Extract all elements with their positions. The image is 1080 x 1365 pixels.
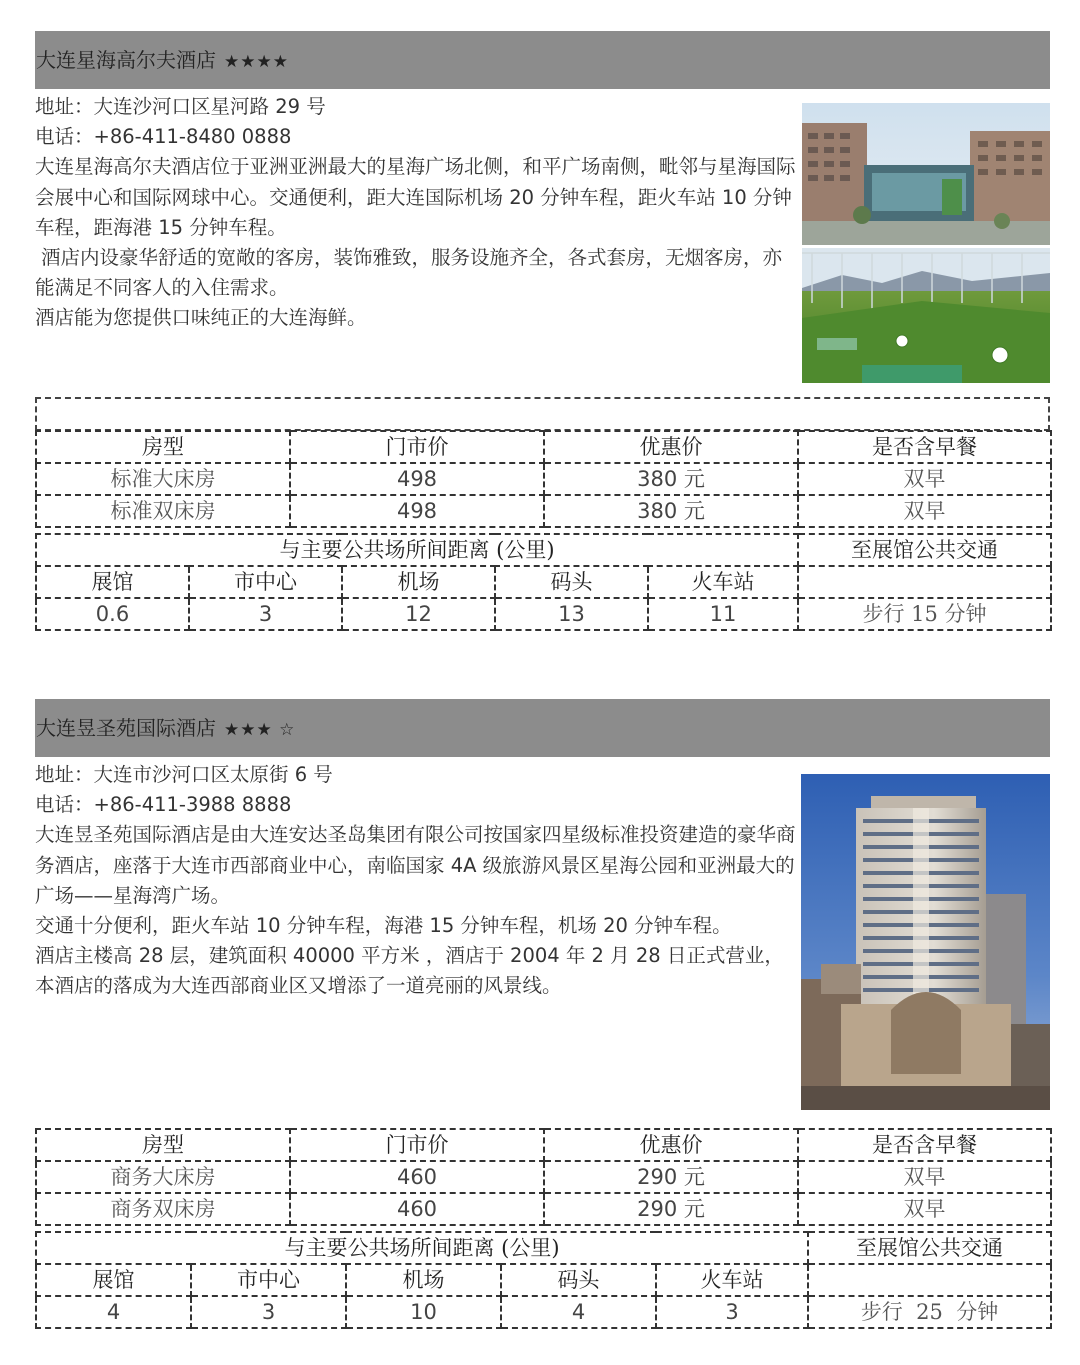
room-type: 标准双床房 [36, 495, 290, 527]
distance-title: 与主要公共场所间距离 (公里) [36, 1232, 808, 1264]
room-type: 商务大床房 [36, 1161, 290, 1193]
hotel-2-rooms-table [35, 1128, 1052, 1226]
hotel-1-desc-3: 酒店能为您提供口味纯正的大连海鲜。 [35, 306, 367, 330]
hotel-2-phone: 电话：+86-411-3988 8888 [35, 793, 292, 817]
col-room-type: 房型 [36, 1129, 290, 1161]
table-row [36, 495, 1051, 527]
distance-title: 与主要公共场所间距离 (公里) [36, 534, 798, 566]
empty-cell [808, 1264, 1051, 1296]
dist-pier: 4 [501, 1296, 656, 1328]
discount-price: 290 元 [544, 1193, 798, 1225]
col-train-station: 火车站 [656, 1264, 808, 1296]
empty-cell [798, 566, 1051, 598]
col-rack-price: 门市价 [290, 1129, 544, 1161]
transport-title: 至展馆公共交通 [798, 534, 1051, 566]
dist-airport: 12 [342, 598, 495, 630]
table-row [36, 1296, 1051, 1328]
col-pier: 码头 [501, 1264, 656, 1296]
breakfast: 双早 [798, 495, 1051, 527]
hotel-1-photo [802, 103, 1050, 383]
breakfast: 双早 [798, 1193, 1051, 1225]
hotel-2-address: 地址：大连市沙河口区太原街 6 号 [35, 763, 333, 786]
table-row [36, 1193, 1051, 1225]
distance-header-row [36, 1264, 1051, 1296]
hotel-2-info [35, 760, 800, 1002]
transport-title: 至展馆公共交通 [808, 1232, 1051, 1264]
col-discount-price: 优惠价 [544, 1129, 798, 1161]
hotel-1-desc-2: 酒店内设豪华舒适的宽敞的客房，装饰雅致，服务设施齐全，各式套房，无烟客房，亦能满足不同客人的入住需求。 [35, 246, 783, 300]
col-room-type: 房型 [36, 431, 290, 463]
distance-header-row [36, 566, 1051, 598]
breakfast: 双早 [798, 1161, 1051, 1193]
col-breakfast: 是否含早餐 [798, 1129, 1051, 1161]
transport-value: 步行 15 分钟 [798, 598, 1051, 630]
distance-title-row [36, 534, 1051, 566]
hotel-1-address: 地址：大连沙河口区星河路 29 号 [35, 95, 326, 118]
table-header-row [36, 431, 1051, 463]
col-airport: 机场 [346, 1264, 501, 1296]
hotel-2-photo [801, 774, 1050, 1110]
hotel-1-header [35, 31, 1050, 89]
hotel-2-desc-2: 交通十分便利，距火车站 10 分钟车程，海港 15 分钟车程，机场 20 分钟车程。 [35, 914, 732, 938]
col-city-center: 市中心 [191, 1264, 346, 1296]
hotel-2-name: 大连昱圣苑国际酒店 [36, 716, 216, 740]
hotel-1-phone: 电话：+86-411-8480 0888 [35, 125, 292, 149]
col-city-center: 市中心 [189, 566, 342, 598]
breakfast: 双早 [798, 463, 1051, 495]
rack-price: 460 [290, 1161, 544, 1193]
hotel-1-rooms-table [35, 430, 1052, 528]
rack-price: 460 [290, 1193, 544, 1225]
table-header-row [36, 1129, 1051, 1161]
dist-exhibition: 0.6 [36, 598, 189, 630]
hotel-1-photo-image [802, 103, 1050, 383]
hotel-2-photo-image [801, 774, 1050, 1110]
hotel-1-stars: ★★★★ [224, 52, 289, 72]
dist-pier: 13 [495, 598, 648, 630]
discount-price: 380 元 [544, 495, 798, 527]
hotel-1-table-caption-box [35, 397, 1050, 431]
col-train-station: 火车站 [648, 566, 798, 598]
hotel-1-name: 大连星海高尔夫酒店 [36, 48, 216, 72]
dist-exhibition: 4 [36, 1296, 191, 1328]
col-rack-price: 门市价 [290, 431, 544, 463]
col-exhibition: 展馆 [36, 1264, 191, 1296]
table-row [36, 463, 1051, 495]
rack-price: 498 [290, 463, 544, 495]
hotel-1-distance-table [35, 533, 1052, 631]
dist-city-center: 3 [191, 1296, 346, 1328]
rack-price: 498 [290, 495, 544, 527]
hotel-2-stars: ★★★ ☆ [224, 720, 296, 740]
col-breakfast: 是否含早餐 [798, 431, 1051, 463]
dist-train-station: 11 [648, 598, 798, 630]
col-airport: 机场 [342, 566, 495, 598]
discount-price: 380 元 [544, 463, 798, 495]
distance-title-row [36, 1232, 1051, 1264]
room-type: 商务双床房 [36, 1193, 290, 1225]
hotel-2-desc-1: 大连昱圣苑国际酒店是由大连安达圣岛集团有限公司按国家四星级标准投资建造的豪华商 务酒店，座落于大连市西部商业中心，南临国家 4A 级旅游风景区星海公园和亚洲最大的广场——星海湾广场。 [35, 823, 796, 907]
col-pier: 码头 [495, 566, 648, 598]
hotel-2-header [35, 699, 1050, 757]
hotel-2-distance-table [35, 1231, 1052, 1329]
transport-value: 步行 25 分钟 [808, 1296, 1051, 1328]
room-type: 标准大床房 [36, 463, 290, 495]
hotel-1-desc-1: 大连星海高尔夫酒店位于亚洲亚洲最大的星海广场北侧，和平广场南侧，毗邻与星海国际会展中心和国际网球中心。交通便利，距大连国际机场 20 分钟车程，距火车站 10 分钟车程，距海港 15 分钟车程。 [35, 155, 796, 239]
table-row [36, 1161, 1051, 1193]
hotel-1-info [35, 92, 800, 334]
discount-price: 290 元 [544, 1161, 798, 1193]
col-exhibition: 展馆 [36, 566, 189, 598]
dist-train-station: 3 [656, 1296, 808, 1328]
col-discount-price: 优惠价 [544, 431, 798, 463]
hotel-2-desc-3: 酒店主楼高 28 层，建筑面积 40000 平方米 ，酒店于 2004 年 2 月 28 日正式营业，本酒店的落成为大连西部商业区又增添了一道亮丽的风景线。 [35, 944, 784, 998]
table-row [36, 598, 1051, 630]
dist-airport: 10 [346, 1296, 501, 1328]
dist-city-center: 3 [189, 598, 342, 630]
